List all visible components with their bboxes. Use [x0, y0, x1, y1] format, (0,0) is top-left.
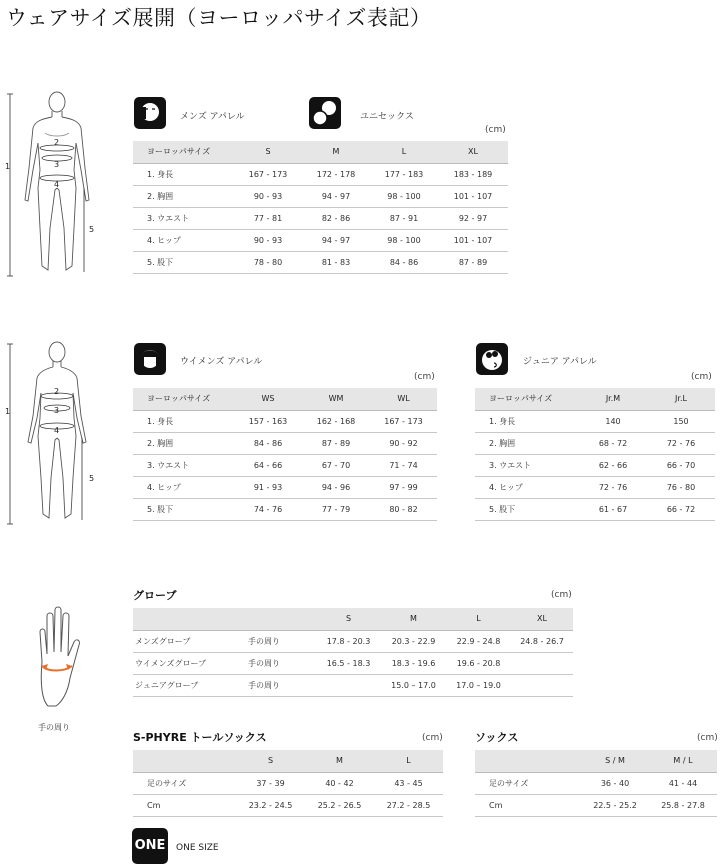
- row-label: メンズグローブ: [133, 630, 248, 652]
- row-label: 1. 身長: [475, 410, 579, 432]
- cell: 76 - 80: [647, 476, 715, 498]
- header-cell: WM: [302, 388, 370, 410]
- womens-size-table: [133, 388, 437, 521]
- table-row: [133, 498, 437, 520]
- table-header-row: [475, 388, 715, 410]
- figure-label-1: 1: [5, 162, 11, 171]
- junior-apparel-icon: [476, 343, 508, 375]
- male-body-figure: [0, 88, 120, 280]
- socks-title: ソックス: [475, 731, 519, 744]
- cell: 17.8 - 20.3: [316, 630, 381, 652]
- row-label: 足のサイズ: [133, 772, 236, 794]
- cell: 77 - 81: [234, 207, 302, 229]
- row-label: ジュニアグローブ: [133, 674, 248, 696]
- header-cell: M: [302, 141, 370, 163]
- row-label: Cm: [133, 794, 236, 816]
- mens-apparel-icon: [134, 97, 166, 129]
- cell: 23.2 - 24.5: [236, 794, 305, 816]
- socks-unit: (cm): [697, 733, 718, 743]
- cell: 37 - 39: [236, 772, 305, 794]
- gloves-size-table: [133, 608, 573, 697]
- table-row: [475, 454, 715, 476]
- cell: 94 - 96: [302, 476, 370, 498]
- header-cell: [475, 750, 581, 772]
- table-row: [133, 185, 508, 207]
- table-header-row: [133, 750, 443, 772]
- cell: 101 - 107: [438, 185, 508, 207]
- row-label: 5. 股下: [133, 251, 234, 273]
- header-cell: [133, 608, 248, 630]
- hand-caption: 手の周り: [38, 723, 70, 732]
- row-label: 4. ヒップ: [475, 476, 579, 498]
- cell: 87 - 91: [370, 207, 438, 229]
- header-cell: Jr.L: [647, 388, 715, 410]
- cell: 22.5 - 25.2: [581, 794, 649, 816]
- figure-label-4: 4: [54, 426, 60, 435]
- row-label: 4. ヒップ: [133, 229, 234, 251]
- cell: 84 - 86: [370, 251, 438, 273]
- cell: 18.3 - 19.6: [381, 652, 446, 674]
- cell: 27.2 - 28.5: [374, 794, 443, 816]
- cell: 90 - 93: [234, 229, 302, 251]
- header-cell: S: [316, 608, 381, 630]
- cell: 78 - 80: [234, 251, 302, 273]
- cell: 62 - 66: [579, 454, 647, 476]
- mens-size-table: [133, 141, 508, 274]
- row-label: 1. 身長: [133, 410, 234, 432]
- header-cell: XL: [511, 608, 573, 630]
- cell: 90 - 93: [234, 185, 302, 207]
- cell: 84 - 86: [234, 432, 302, 454]
- cell: 101 - 107: [438, 229, 508, 251]
- row-label: 3. ウエスト: [133, 454, 234, 476]
- cell: 19.6 - 20.8: [446, 652, 511, 674]
- cell: 157 - 163: [234, 410, 302, 432]
- cell: 167 - 173: [234, 163, 302, 185]
- cell: 94 - 97: [302, 229, 370, 251]
- one-size-badge: ONE: [132, 828, 168, 864]
- cell: 67 - 70: [302, 454, 370, 476]
- cell: 17.0 – 19.0: [446, 674, 511, 696]
- header-cell: L: [374, 750, 443, 772]
- cell: 72 - 76: [579, 476, 647, 498]
- header-cell: WL: [370, 388, 437, 410]
- figure-label-3: 3: [54, 160, 60, 169]
- unisex-label: ユニセックス: [360, 112, 414, 122]
- table-row: [133, 794, 443, 816]
- cell: [511, 652, 573, 674]
- cell: 25.2 - 26.5: [305, 794, 374, 816]
- figure-label-4: 4: [54, 180, 60, 189]
- row-label: 2. 胸囲: [133, 185, 234, 207]
- tall-socks-size-table: [133, 750, 443, 817]
- cell: 90 - 92: [370, 432, 437, 454]
- figure-label-3: 3: [54, 406, 60, 415]
- header-cell: XL: [438, 141, 508, 163]
- tall-socks-unit: (cm): [422, 733, 443, 743]
- cell: 72 - 76: [647, 432, 715, 454]
- header-cell: ヨーロッパサイズ: [133, 141, 234, 163]
- female-body-figure: [0, 338, 120, 528]
- page-title: ウェアサイズ展開（ヨーロッパサイズ表記）: [6, 6, 432, 30]
- cell: [511, 674, 573, 696]
- row-label: ウイメンズグローブ: [133, 652, 248, 674]
- mens-unit: (cm): [485, 125, 506, 135]
- row-label: 2. 胸囲: [133, 432, 234, 454]
- cell: 25.8 - 27.8: [649, 794, 717, 816]
- table-header-row: [133, 388, 437, 410]
- cell: 22.9 - 24.8: [446, 630, 511, 652]
- table-row: [133, 432, 437, 454]
- cell: 61 - 67: [579, 498, 647, 520]
- cell: 16.5 - 18.3: [316, 652, 381, 674]
- table-row: [133, 251, 508, 273]
- cell: 41 - 44: [649, 772, 717, 794]
- cell: 87 - 89: [302, 432, 370, 454]
- one-size-label: ONE SIZE: [176, 843, 219, 853]
- gloves-unit: (cm): [551, 590, 572, 600]
- cell: 手の周り: [248, 674, 316, 696]
- cell: 91 - 93: [234, 476, 302, 498]
- cell: 94 - 97: [302, 185, 370, 207]
- cell: 183 - 189: [438, 163, 508, 185]
- cell: 24.8 - 26.7: [511, 630, 573, 652]
- table-row: [133, 476, 437, 498]
- cell: 36 - 40: [581, 772, 649, 794]
- table-header-row: [475, 750, 717, 772]
- cell: 80 - 82: [370, 498, 437, 520]
- junior-apparel-label: ジュニア アパレル: [523, 357, 597, 367]
- cell: 15.0 – 17.0: [381, 674, 446, 696]
- womens-apparel-label: ウイメンズ アパレル: [180, 357, 263, 367]
- header-cell: [248, 608, 316, 630]
- figure-label-1: 1: [5, 407, 11, 416]
- womens-unit: (cm): [414, 372, 435, 382]
- unisex-icon: [309, 97, 341, 129]
- cell: 140: [579, 410, 647, 432]
- header-cell: M: [305, 750, 374, 772]
- table-row: [133, 410, 437, 432]
- cell: 177 - 183: [370, 163, 438, 185]
- table-row: [475, 772, 717, 794]
- header-cell: S / M: [581, 750, 649, 772]
- row-label: 2. 胸囲: [475, 432, 579, 454]
- gloves-title: グローブ: [133, 589, 177, 602]
- cell: 手の周り: [248, 630, 316, 652]
- header-cell: ヨーロッパサイズ: [133, 388, 234, 410]
- cell: 82 - 86: [302, 207, 370, 229]
- figure-label-5: 5: [89, 474, 95, 483]
- row-label: 3. ウエスト: [475, 454, 579, 476]
- cell: 74 - 76: [234, 498, 302, 520]
- row-label: 1. 身長: [133, 163, 234, 185]
- cell: 87 - 89: [438, 251, 508, 273]
- table-row: [133, 652, 573, 674]
- cell: 98 - 100: [370, 229, 438, 251]
- cell: 172 - 178: [302, 163, 370, 185]
- figure-label-2: 2: [54, 138, 60, 147]
- header-cell: [133, 750, 236, 772]
- womens-apparel-icon: [134, 343, 166, 375]
- header-cell: Jr.M: [579, 388, 647, 410]
- header-cell: M: [381, 608, 446, 630]
- header-cell: S: [234, 141, 302, 163]
- table-row: [475, 476, 715, 498]
- cell: 43 - 45: [374, 772, 443, 794]
- row-label: 足のサイズ: [475, 772, 581, 794]
- cell: 162 - 168: [302, 410, 370, 432]
- table-row: [475, 794, 717, 816]
- row-label: 5. 股下: [133, 498, 234, 520]
- cell: 66 - 72: [647, 498, 715, 520]
- cell: 68 - 72: [579, 432, 647, 454]
- hand-icon: [28, 602, 92, 710]
- header-cell: ヨーロッパサイズ: [475, 388, 579, 410]
- row-label: 5. 股下: [475, 498, 579, 520]
- cell: 71 - 74: [370, 454, 437, 476]
- table-row: [133, 772, 443, 794]
- cell: 64 - 66: [234, 454, 302, 476]
- table-row: [133, 674, 573, 696]
- cell: 手の周り: [248, 652, 316, 674]
- header-cell: S: [236, 750, 305, 772]
- cell: 20.3 - 22.9: [381, 630, 446, 652]
- table-row: [475, 432, 715, 454]
- header-cell: L: [446, 608, 511, 630]
- row-label: Cm: [475, 794, 581, 816]
- table-row: [133, 630, 573, 652]
- cell: 66 - 70: [647, 454, 715, 476]
- mens-apparel-label: メンズ アパレル: [180, 112, 245, 122]
- junior-unit: (cm): [691, 372, 712, 382]
- figure-label-5: 5: [89, 225, 95, 234]
- cell: 81 - 83: [302, 251, 370, 273]
- figure-label-2: 2: [54, 387, 60, 396]
- header-cell: L: [370, 141, 438, 163]
- table-row: [133, 229, 508, 251]
- table-row: [133, 207, 508, 229]
- cell: [316, 674, 381, 696]
- row-label: 3. ウエスト: [133, 207, 234, 229]
- table-row: [133, 454, 437, 476]
- cell: 40 - 42: [305, 772, 374, 794]
- table-row: [133, 163, 508, 185]
- cell: 77 - 79: [302, 498, 370, 520]
- junior-size-table: [475, 388, 715, 521]
- cell: 167 - 173: [370, 410, 437, 432]
- table-header-row: [133, 608, 573, 630]
- socks-size-table: [475, 750, 717, 817]
- table-row: [475, 410, 715, 432]
- cell: 150: [647, 410, 715, 432]
- cell: 97 - 99: [370, 476, 437, 498]
- row-label: 4. ヒップ: [133, 476, 234, 498]
- table-header-row: [133, 141, 508, 163]
- tall-socks-title: S-PHYRE トールソックス: [133, 731, 267, 744]
- cell: 92 - 97: [438, 207, 508, 229]
- header-cell: WS: [234, 388, 302, 410]
- cell: 98 - 100: [370, 185, 438, 207]
- table-row: [475, 498, 715, 520]
- header-cell: M / L: [649, 750, 717, 772]
